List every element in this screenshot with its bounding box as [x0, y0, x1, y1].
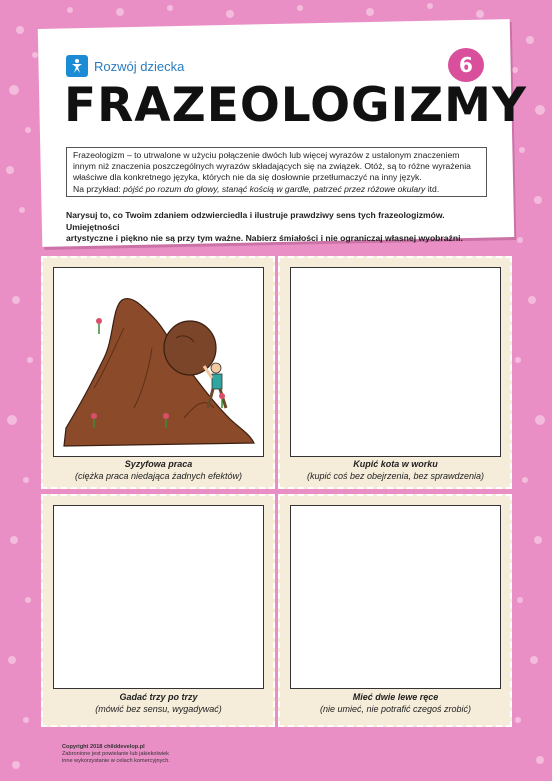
page-number-badge: 6: [448, 48, 484, 82]
intro-line: Frazeologizm – to utrwalone w użyciu połączenie dwóch lub więcej wyrazów z ustalonym znaczeniem: [73, 150, 460, 160]
drawing-frame-empty[interactable]: [290, 267, 501, 457]
page-title: FRAZEOLOGIZMY: [64, 78, 527, 133]
phrase-caption: [55, 691, 262, 715]
phrase-name: Gadać trzy po trzy: [119, 692, 198, 702]
intro-example-suffix: itd.: [425, 183, 440, 194]
copyright-line: inne wykorzystanie w celach komercyjnych.: [62, 758, 170, 764]
phrase-name: Mieć dwie lewe ręce: [352, 692, 439, 702]
phrase-caption: [292, 691, 499, 715]
drawing-frame-empty[interactable]: [53, 505, 264, 689]
child-figure-icon: [66, 55, 88, 77]
copyright-notice: [62, 744, 170, 765]
phrase-caption: [55, 458, 262, 482]
drawing-frame-illustrated: [53, 267, 264, 457]
intro-line: [73, 184, 480, 195]
intro-example-prefix: Na przykład:: [73, 183, 124, 194]
intro-line: właściwe dla konkretnego języka, których nie da się dosłownie przetłumaczyć na inny język.: [73, 172, 422, 183]
instruction-line: artystyczne i piękno nie są przy tym ważne. Nabierz śmiałości i nie ograniczaj własnej wyobraźni.: [66, 233, 463, 243]
intro-examples: pójść po rozum do głowy, stanąć kością w gardle, patrzeć przez różowe okulary: [123, 183, 426, 194]
phrase-caption: [292, 458, 499, 482]
phrase-name: Syzyfowa praca: [124, 459, 193, 469]
phrase-meaning: (mówić bez sensu, wygadywać): [95, 704, 222, 714]
phrase-meaning: (nie umieć, nie potrafić czegoś zrobić): [319, 704, 472, 714]
instruction-line: Narysuj to, co Twoim zdaniem odzwierciedla i ilustruje prawdziwy sens tych frazeologizmów. Umiejętności: [66, 210, 445, 232]
copyright-line: Zabronione jest powielanie lub jakiekolwiek: [62, 751, 169, 757]
instruction-text: [66, 210, 490, 245]
phrase-name: Kupić kota w worku: [353, 459, 438, 469]
phrase-meaning: (ciężka praca niedająca żadnych efektów): [74, 471, 243, 481]
sisyphus-illustration: [54, 268, 263, 456]
copyright-line: Copyright 2018 childdevelop.pl: [62, 744, 145, 750]
intro-box: [66, 147, 487, 197]
brand[interactable]: [66, 55, 184, 77]
drawing-frame-empty[interactable]: [290, 505, 501, 689]
intro-line: innym niż znaczenia poszczególnych wyrazów składających się na związek. Otóż, są to różne wyrażenia: [73, 161, 471, 172]
phrase-meaning: (kupić coś bez obejrzenia, bez sprawdzenia): [306, 471, 485, 481]
brand-name: Rozwój dziecka: [94, 58, 185, 74]
